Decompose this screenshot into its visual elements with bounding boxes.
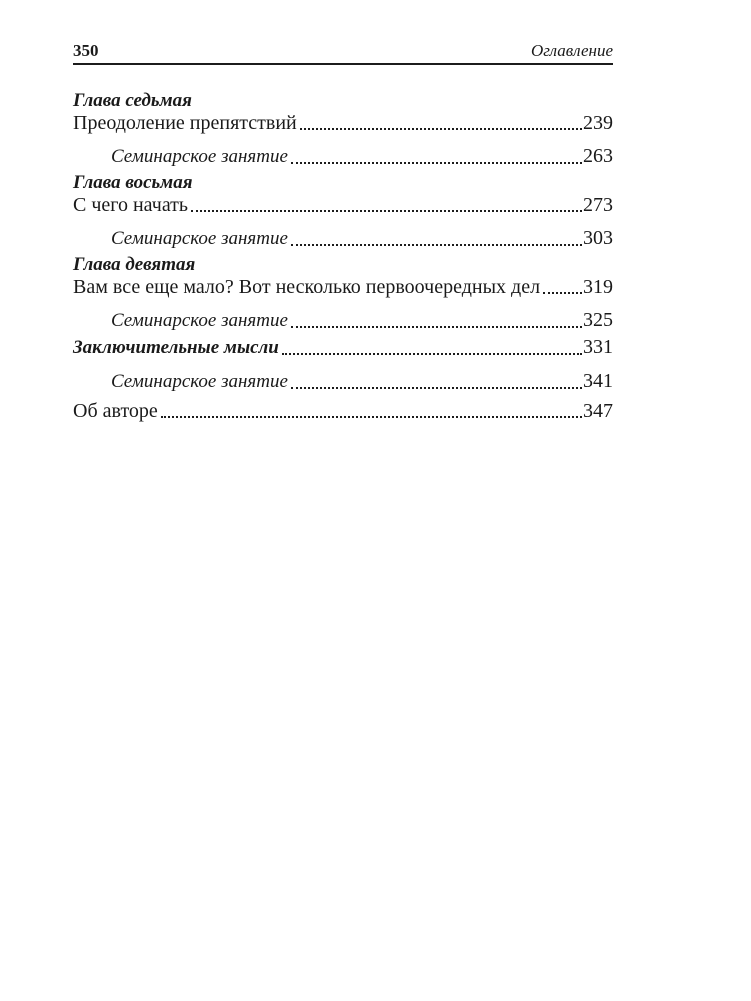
- running-head: [73, 42, 613, 65]
- toc-entry-label: Вам все еще мало? Вот несколько первоочередных дел: [73, 276, 541, 298]
- toc-chapter-heading: [73, 172, 613, 194]
- toc-page-number: 263: [583, 145, 613, 167]
- toc-entry-label: Преодоление препятствий: [73, 112, 297, 134]
- toc-sub-entry: [73, 145, 613, 168]
- toc-page-number: 239: [583, 112, 613, 134]
- toc-sub-entry: [73, 370, 613, 393]
- toc-page-number: 341: [583, 370, 613, 392]
- dot-leader: [191, 210, 582, 212]
- dot-leader: [161, 416, 582, 418]
- toc-entry: [73, 194, 613, 216]
- toc-sub-entry-label: Семинарское занятие: [111, 371, 288, 392]
- chapter-heading-label: Глава седьмая: [73, 90, 192, 111]
- toc-bold-entry: [73, 336, 613, 359]
- toc-page-number: 347: [583, 400, 613, 422]
- toc-chapter-heading: [73, 90, 613, 112]
- chapter-heading-label: Глава девятая: [73, 254, 196, 275]
- page-number: 350: [73, 41, 99, 60]
- running-head-title: Оглавление: [530, 41, 613, 60]
- toc-sub-entry-label: Семинарское занятие: [111, 146, 288, 167]
- toc-sub-entry-label: Семинарское занятие: [111, 228, 288, 249]
- toc-page-number: 319: [583, 276, 613, 298]
- toc-chapter-heading: [73, 254, 613, 276]
- dot-leader: [291, 326, 582, 328]
- page-content: [73, 42, 613, 422]
- toc-entry: [73, 400, 613, 422]
- toc-entry: [73, 276, 613, 298]
- dot-leader: [543, 292, 582, 294]
- toc-entry-label: Об авторе: [73, 400, 158, 422]
- toc-sub-entry-label: Семинарское занятие: [111, 310, 288, 331]
- toc-sub-entry: [73, 227, 613, 250]
- chapter-heading-label: Глава восьмая: [73, 172, 193, 193]
- table-of-contents: [73, 90, 613, 422]
- dot-leader: [291, 244, 582, 246]
- toc-page-number: 273: [583, 194, 613, 216]
- toc-page-number: 331: [583, 336, 613, 358]
- dot-leader: [282, 353, 582, 355]
- dot-leader: [300, 128, 582, 130]
- dot-leader: [291, 387, 582, 389]
- toc-sub-entry: [73, 309, 613, 332]
- toc-page-number: 325: [583, 309, 613, 331]
- toc-page-number: 303: [583, 227, 613, 249]
- dot-leader: [291, 162, 582, 164]
- toc-entry: [73, 112, 613, 134]
- toc-entry-label: С чего начать: [73, 194, 189, 216]
- toc-bold-entry-label: Заключительные мысли: [73, 337, 279, 358]
